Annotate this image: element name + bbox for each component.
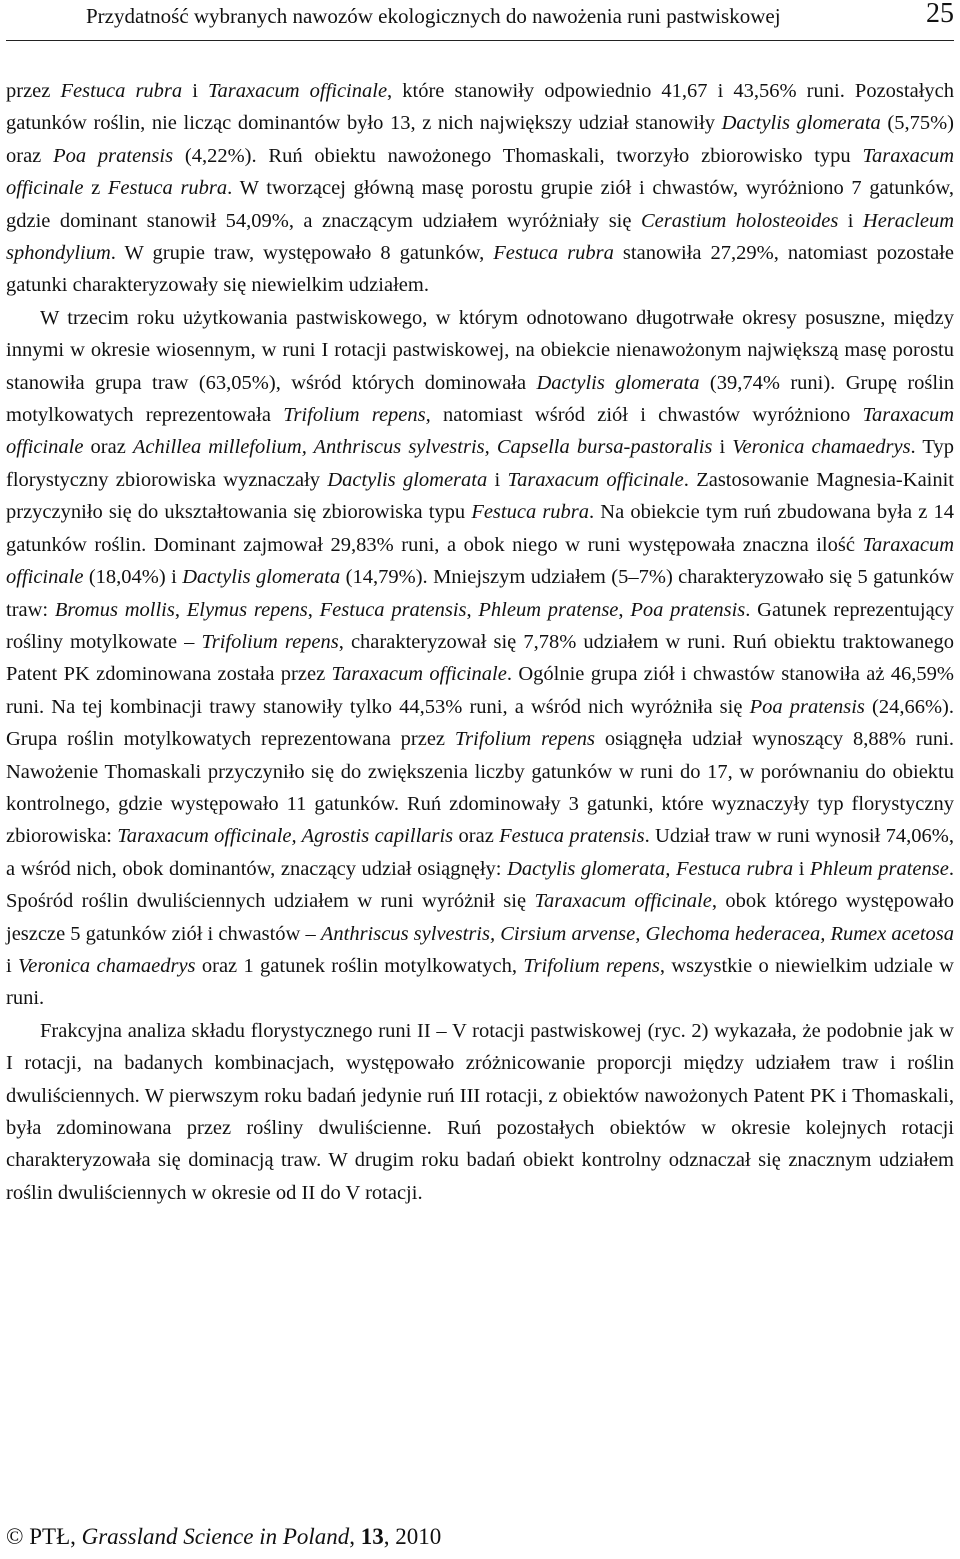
species-name: Taraxacum officinale	[534, 890, 712, 913]
text-run: ,	[618, 598, 631, 621]
text-run: , wszystkie o niewielkim udziale w runi.	[6, 954, 954, 1010]
species-name: Taraxacum officinale, Agrostis capillaris	[117, 825, 454, 848]
document-page	[6, 0, 954, 1559]
text-run: (39,74% runi). Grupę roślin motylkowatych reprezentowała	[6, 371, 955, 427]
text-run: osiągnęła udział wynoszący 8,88% runi. Nawożenie Thomaskali przyczyniło się do zwiększenia liczby gatunków w runi do 17, w porównaniu do obiektu kontrolnego, gdzie występowało 11 gatunków. Ruń zdominowały 3 gatunki, które wyznaczyły typ florystyczny zbiorowiska:	[6, 728, 954, 848]
species-name: Dactylis glomerata	[182, 566, 341, 589]
text-run: , które stanowiły odpowiednio 41,67 i 43,56% runi. Pozostałych gatunków roślin, nie licząc dominantów było 13, z nich największy udział stanowiły	[6, 80, 954, 135]
publication-year: , 2010	[383, 1524, 442, 1549]
text-run: . Na obiekcie tym ruń zbudowana była z 14 gatunków roślin. Dominant zajmował 29,83% runi, a obok niego w runi występowała znaczna ilość	[6, 501, 954, 556]
text-run: i	[712, 436, 733, 459]
species-name: Heracleum sphondylium	[6, 209, 955, 265]
species-name: Dactylis glomerata, Festuca rubra	[507, 857, 794, 880]
species-name: Cerastium holosteoides	[640, 209, 839, 232]
text-run: . Typ florystyczny zbiorowiska wyznaczały	[6, 436, 954, 491]
species-name: Achillea millefolium, Anthriscus sylvestris, Capsella bursa-pastoralis	[132, 436, 713, 459]
species-name: Trifolium repens	[201, 630, 339, 653]
text-run: . Zastosowanie Magnesia-Kainit przyczyniło się do ukształtowania się zbiorowiska typu	[6, 468, 954, 524]
text-run: (18,04%) i	[83, 566, 183, 589]
species-name: Festuca rubra	[107, 177, 228, 200]
species-name: Elymus repens	[186, 598, 308, 621]
text-run: oraz	[83, 436, 133, 459]
text-run: Frakcyjna analiza składu florystycznego runi II – V rotacji pastwiskowej (ryc. 2) wykazała, że podobnie jak w I rotacji, na badanych kombinacjach, występowało zróżnicowanie proporcji między udziałem traw i roślin dwuliściennych. W pierwszym roku badań jedynie ruń III rotacji, z obiektów nawożonych Patent PK i Thomaskali, była zdominowana przez rośliny dwuliścienne. Ruń pozostałych obiektów w okresie kolejnych rotacji charakteryzowała się dominacją traw. W drugim roku badań obiekt kontrolny odznaczał się znacznym udziałem roślin dwuliściennych w okresie od II do V rotacji.	[6, 1019, 954, 1204]
species-name: Trifolium repens	[523, 954, 660, 977]
text-run: . Ogólnie grupa ziół i chwastów stanowiła aż 46,59% runi. Na tej kombinacji trawy stanowiły tylko 44,53% runi, a wśród nich wyróżniła się	[6, 663, 954, 718]
text-run: . Gatunek reprezentujący rośliny motylkowate –	[6, 598, 955, 653]
footer-separator: ,	[349, 1524, 361, 1549]
text-run: i	[838, 209, 863, 232]
paragraph	[6, 302, 954, 1015]
species-name: Taraxacum officinale	[208, 80, 388, 102]
running-header	[6, 0, 954, 41]
text-run: ,	[307, 598, 320, 621]
species-name: Trifolium repens,	[283, 404, 431, 427]
text-run: (14,79%). Mniejszym udziałem (5–7%) charakteryzowało się 5 gatunków traw:	[6, 566, 954, 621]
copyright-notice: © PTŁ,	[6, 1524, 82, 1549]
species-name: Veronica chamaedrys	[18, 954, 196, 977]
species-name: Poa pratensis	[53, 144, 174, 167]
species-name: Taraxacum officinale	[507, 468, 684, 491]
text-run: . W grupie traw, występowało 8 gatunków,	[110, 242, 494, 265]
species-name: Trifolium repens	[454, 728, 595, 751]
text-run: oraz 1 gatunek roślin motylkowatych,	[195, 954, 524, 977]
running-title: Przydatność wybranych nawozów ekologicznych do nawożenia runi pastwiskowej	[86, 4, 781, 28]
paragraph	[6, 75, 954, 302]
text-run: (24,66%). Grupa roślin motylkowatych reprezentowana przez	[6, 695, 955, 751]
text-run: , charakteryzował się 7,78% udziałem w runi. Ruń obiektu traktowanego Patent PK zdominowana została przez	[6, 630, 955, 686]
species-name: Festuca rubra	[60, 80, 183, 102]
text-run: . Spośród roślin dwuliściennych udziałem w runi wyróżnił się	[6, 857, 954, 913]
text-run: natomiast wśród ziół i chwastów wyróżniono	[430, 404, 863, 427]
text-run: ,	[466, 598, 479, 621]
text-run: i	[182, 80, 209, 102]
species-name: Phleum pratense	[478, 598, 619, 621]
species-name: Poa pratensis	[749, 695, 865, 718]
body-text	[6, 75, 954, 1209]
volume-number: 13	[360, 1524, 384, 1549]
species-name: Festuca rubra	[471, 501, 590, 524]
species-name: Dactylis glomerata	[721, 112, 881, 135]
species-name: Festuca pratensis	[319, 598, 467, 621]
text-run: oraz	[453, 825, 500, 848]
text-run: (4,22%). Ruń obiektu nawożonego Thomaskali, tworzyło zbiorowisko typu	[173, 144, 863, 167]
page-footer	[6, 1524, 441, 1550]
paragraph	[6, 1015, 954, 1209]
text-run: W trzecim roku użytkowania pastwiskowego, w którym odnotowano długotrwałe okresy posuszne, między innymi w okresie wiosennym, w runi I rotacji pastwiskowej, na obiekcie nienawożonym największą masę porostu stanowiła grupa traw (63,05%), wśród których dominowała	[6, 306, 954, 394]
species-name: Dactylis glomerata	[536, 371, 700, 394]
species-name: Phleum pratense	[810, 857, 949, 880]
text-run: . W tworzącej główną masę porostu grupie ziół i chwastów, wyróżniono 7 gatunków, gdzie dominant stanowił 54,09%, a znaczącym udziałem wyróżniały się	[6, 177, 954, 232]
species-name: Poa pratensis	[630, 598, 746, 621]
text-run: (5,75%) oraz	[6, 112, 954, 167]
text-run: . Udział traw w runi wynosił 74,06%, a wśród nich, obok dominantów, znaczący udział osiągnęły:	[6, 825, 954, 880]
species-name: Bromus mollis	[54, 598, 175, 621]
species-name: Taraxacum officinale	[6, 533, 954, 589]
text-run: z	[83, 177, 108, 200]
species-name: Dactylis glomerata	[327, 468, 488, 491]
species-name: Festuca pratensis	[499, 825, 645, 848]
species-name: Veronica chamaedrys	[732, 436, 911, 459]
species-name: Festuca rubra	[493, 242, 614, 265]
text-run: i	[793, 857, 811, 880]
text-run: , obok którego występowało jeszcze 5 gatunków ziół i chwastów –	[6, 890, 954, 945]
journal-title: Grassland Science in Poland	[81, 1524, 350, 1549]
text-run: stanowiła 27,29%, natomiast pozostałe gatunki charakteryzowały się niewielkim udziałem.	[6, 242, 954, 297]
text-run: i	[487, 468, 508, 491]
species-name: Taraxacum officinale	[331, 663, 507, 686]
text-run: ,	[174, 598, 187, 621]
text-run: przez	[6, 80, 61, 102]
text-run: i	[6, 954, 19, 977]
species-name: Taraxacum officinale	[6, 144, 954, 200]
species-name: Anthriscus sylvestris, Cirsium arvense, Glechoma hederacea, Rumex acetosa	[320, 922, 954, 945]
page-number: 25	[926, 0, 954, 29]
species-name: Taraxacum officinale	[6, 404, 954, 459]
